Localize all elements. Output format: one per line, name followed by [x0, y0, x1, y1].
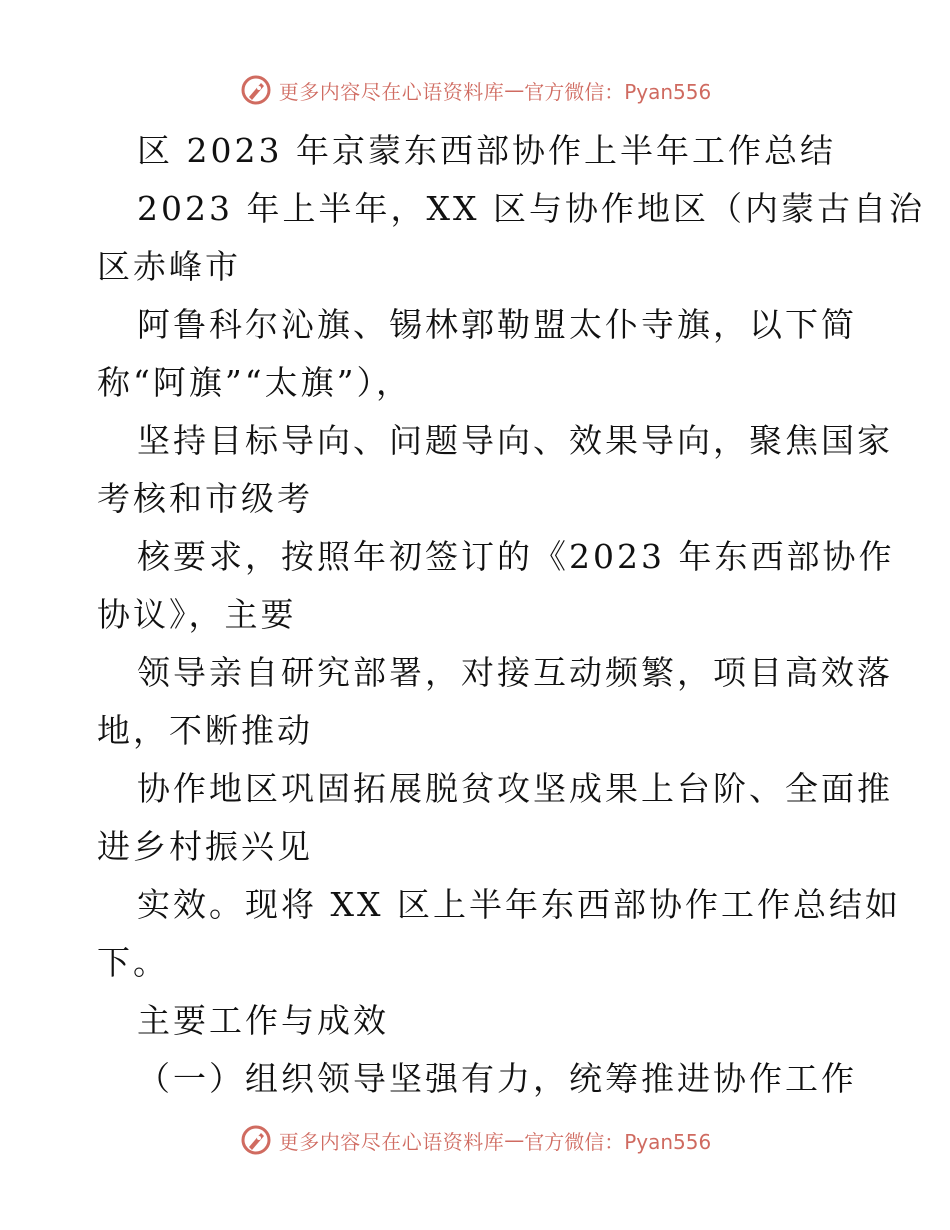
- paragraph-line: 下。: [97, 943, 169, 982]
- document-title: 区 2023 年京蒙东西部协作上半年工作总结: [137, 131, 836, 170]
- pen-nib-logo-icon: [239, 1123, 273, 1157]
- watermark-text: 更多内容尽在心语资料库: [278, 1129, 505, 1154]
- paragraph-line: 区赤峰市: [97, 247, 241, 286]
- watermark-separator: —: [504, 1128, 525, 1152]
- paragraph-line: 实效。现将 XX 区上半年东西部协作工作总结如: [137, 885, 901, 924]
- watermark-separator: —: [504, 78, 525, 102]
- section-heading: 主要工作与成效: [137, 1001, 389, 1040]
- paragraph-line: 核要求，按照年初签订的《2023 年东西部协作: [137, 537, 895, 576]
- paragraph-line: 地，不断推动: [97, 711, 313, 750]
- paragraph-line: 考核和市级考: [97, 479, 313, 518]
- watermark-text: 更多内容尽在心语资料库: [278, 79, 505, 104]
- watermark-contact: 官方微信：Pyan556: [524, 79, 712, 104]
- paragraph-line: 2023 年上半年，XX 区与协作地区（内蒙古自治: [137, 189, 925, 228]
- pen-nib-logo-icon: [239, 73, 273, 107]
- subsection-heading: （一）组织领导坚强有力，统筹推进协作工作: [137, 1059, 857, 1098]
- paragraph-line: 领导亲自研究部署，对接互动频繁，项目高效落: [137, 653, 893, 692]
- watermark-footer: [0, 1120, 950, 1160]
- paragraph-line: 进乡村振兴见: [97, 827, 313, 866]
- paragraph-line: 坚持目标导向、问题导向、效果导向，聚焦国家: [137, 421, 893, 460]
- paragraph-line: 协议》，主要: [97, 595, 297, 634]
- watermark-contact: 官方微信：Pyan556: [524, 1129, 712, 1154]
- watermark-header: [0, 70, 950, 110]
- document-body: [97, 122, 925, 1108]
- paragraph-line: 阿鲁科尔沁旗、锡林郭勒盟太仆寺旗，以下简: [137, 305, 857, 344]
- paragraph-line: 协作地区巩固拓展脱贫攻坚成果上台阶、全面推: [137, 769, 893, 808]
- paragraph-line: 称“阿旗”“太旗”），: [97, 363, 412, 402]
